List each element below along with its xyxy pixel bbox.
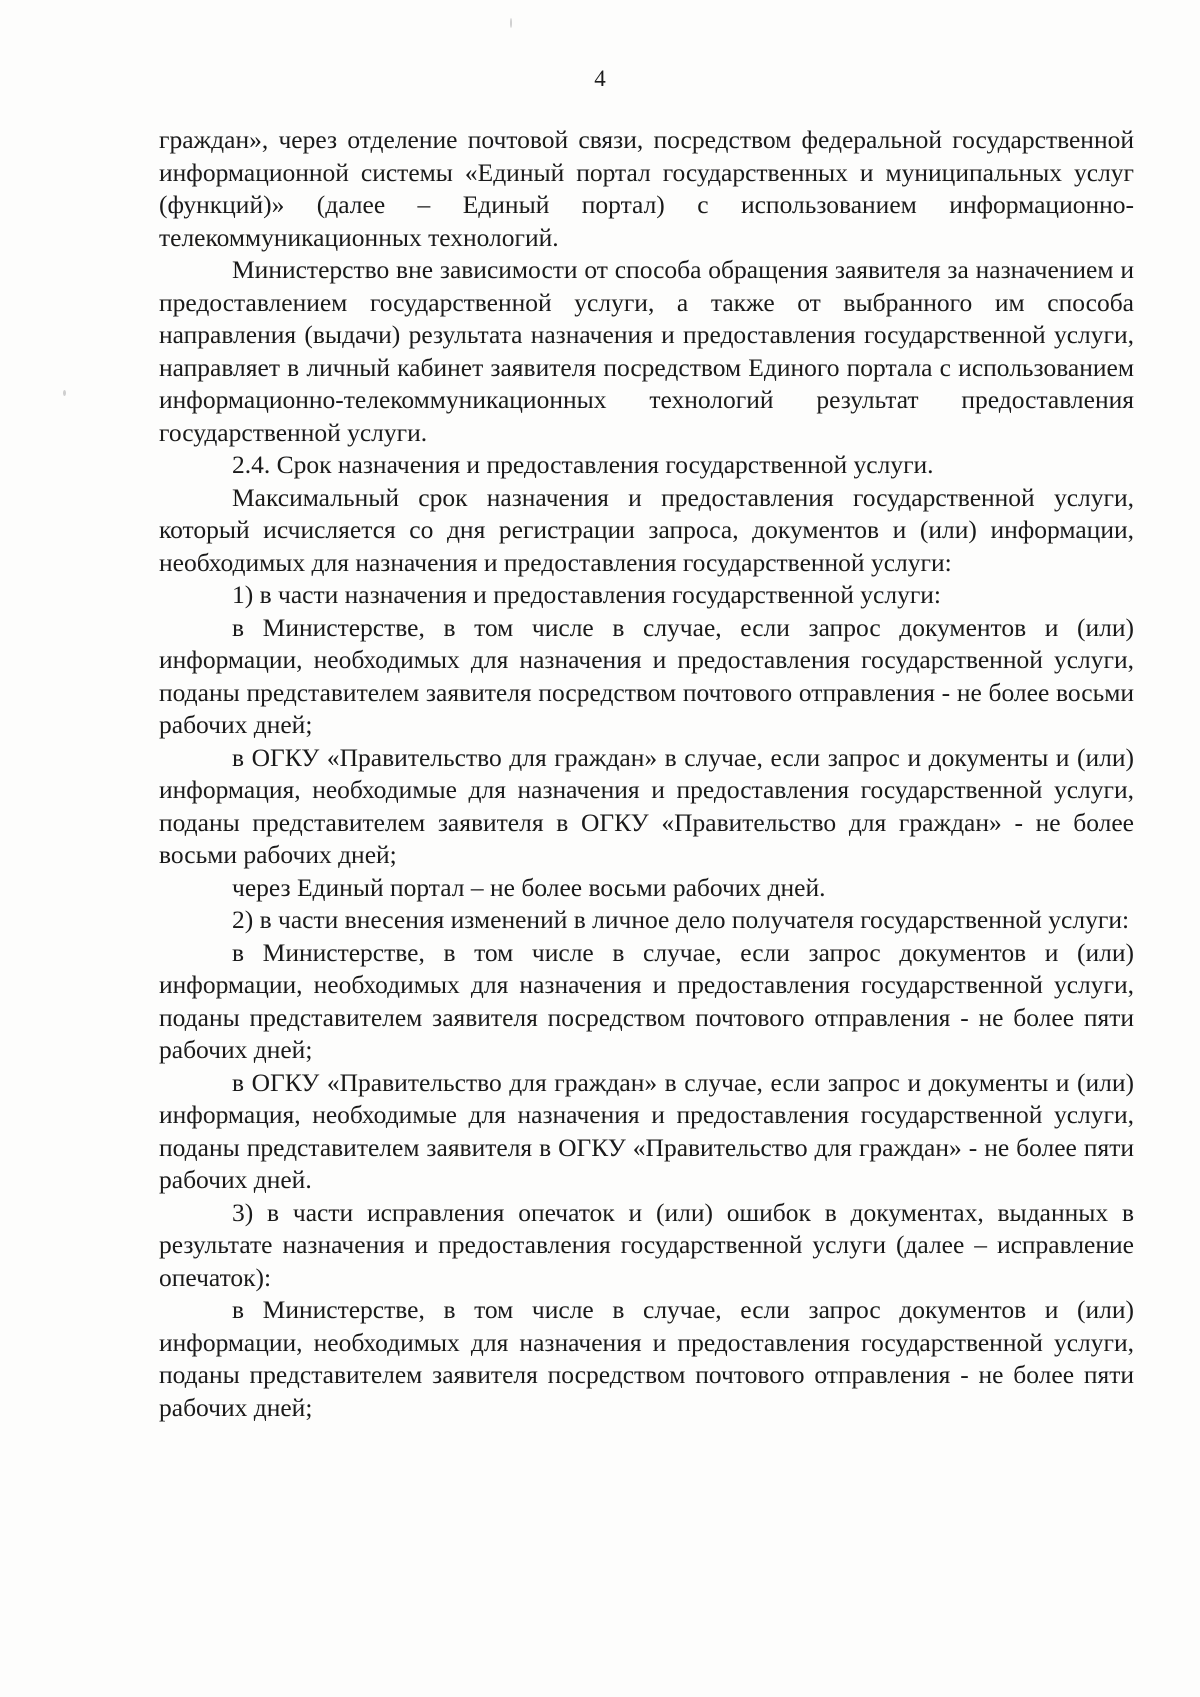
scan-speck (63, 390, 66, 396)
scan-speck (510, 18, 512, 28)
paragraph: в Министерстве, в том числе в случае, если запрос документов и (или) информации, необходимых для назначения и предоставления государственной услуги, поданы представителем заявителя посредством почтового отправления - не более восьми рабочих дней; (159, 612, 1134, 739)
section-heading: 2.4. Срок назначения и предоставления государственной услуги. (232, 450, 934, 479)
paragraph: в ОГКУ «Правительство для граждан» в случае, если запрос и документы и (или) информация, необходимые для назначения и предоставления государственной услуги, поданы представителем заявителя в ОГКУ «Правительство для граждан» - не более восьми рабочих дней; (159, 742, 1134, 869)
list-item: 2) в части внесения изменений в личное дело получателя государственной услуги: (232, 905, 1130, 934)
page-number: 4 (594, 66, 606, 91)
paragraph: Максимальный срок назначения и предоставления государственной услуги, который исчисляется со дня регистрации запроса, документов и (или) информации, необходимых для назначения и предоставления государственной услуги: (159, 482, 1134, 577)
paragraph: в Министерстве, в том числе в случае, если запрос документов и (или) информации, необходимых для назначения и предоставления государственной услуги, поданы представителем заявителя посредством почтового отправления - не более пяти рабочих дней; (159, 937, 1134, 1064)
paragraph: в Министерстве, в том числе в случае, если запрос документов и (или) информации, необходимых для назначения и предоставления государственной услуги, поданы представителем заявителя посредством почтового отправления - не более пяти рабочих дней; (159, 1295, 1134, 1422)
list-item: 3) в части исправления опечаток и (или) ошибок в документах, выданных в результате назначения и предоставления государственной услуги (далее – исправление опечаток): (159, 1197, 1134, 1292)
paragraph: Министерство вне зависимости от способа обращения заявителя за назначением и предоставлением государственной услуги, а также от выбранного им способа направления (выдачи) результата назначения и предоставления государственной услуги, направляет в личный кабинет заявителя посредством Единого портала с использованием информационно-телекоммуникационных технологий результат предоставления государственной услуги. (159, 255, 1134, 447)
paragraph: граждан», через отделение почтовой связи, посредством федеральной государственной информационной системы «Единый портал государственных и муниципальных услуг (функций)» (далее – Единый портал) с использованием информационно-телекоммуникационных технологий. (159, 125, 1134, 252)
document-body (159, 124, 1134, 1424)
paragraph: через Единый портал – не более восьми рабочих дней. (232, 872, 826, 902)
list-item: 1) в части назначения и предоставления государственной услуги: (232, 580, 942, 609)
paragraph: в ОГКУ «Правительство для граждан» в случае, если запрос и документы и (или) информация, необходимые для назначения и предоставления государственной услуги, поданы представителем заявителя в ОГКУ «Правительство для граждан» - не более пяти рабочих дней. (159, 1067, 1134, 1194)
